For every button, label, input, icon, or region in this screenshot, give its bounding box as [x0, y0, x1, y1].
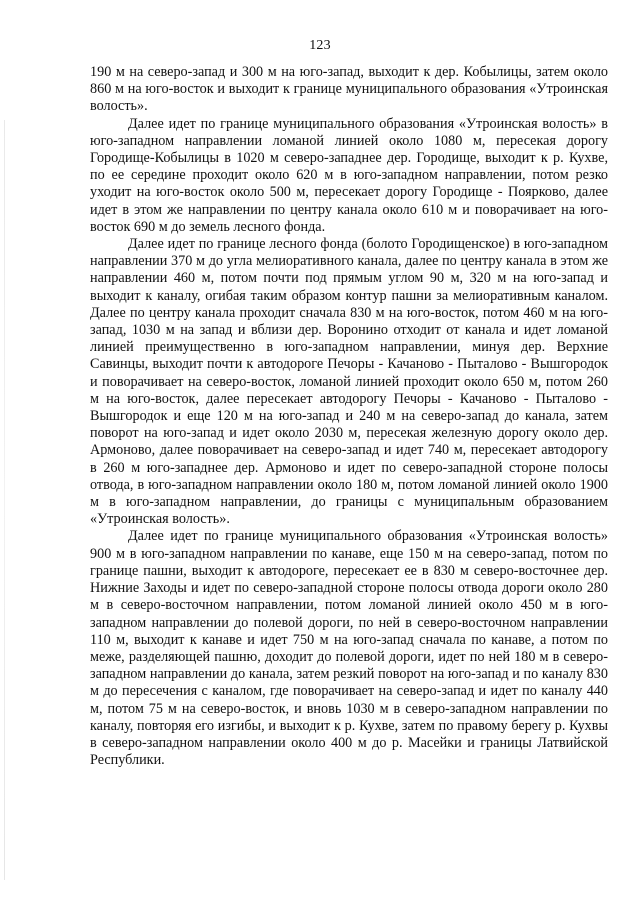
body-text [90, 64, 608, 769]
paragraph-4: Далее идет по границе муниципального образования «Утроинская волость» 900 м в юго-западном направлении по канаве, еще 150 м на северо-запад, потом по границе пашни, выходит к автодороге, пересекает ее в 830 м северо-восточнее дер. Нижние Заходы и идет по северо-западной стороне полосы отвода дороги около 280 м в северо-восточном направлении, потом ломаной линией около 450 м в юго-западном направлении до полевой дороги, по ней в северо-восточном направлении 110 м, выходит к канаве и идет 750 м на юго-запад сначала по канаве, а потом по меже, разделяющей пашню, доходит до полевой дороги, идет по ней 180 м в северо-западном направлении до канала, затем резкий поворот на юго-запад и по каналу 830 м до пересечения с каналом, где поворачивает на северо-запад и идет по каналу 440 м, потом 75 м на северо-восток, и вновь 1030 м в северо-западном направлении по каналу, повторяя его изгибы, и выходит к р. Кухве, затем по правому берегу р. Кухвы в северо-западном направлении около 400 м до р. Масейки и границы Латвийской Республики. [90, 528, 608, 769]
paragraph-2: Далее идет по границе муниципального образования «Утроинская волость» в юго-западном направлении ломаной линией около 1080 м, пересекая дорогу Городище-Кобылицы в 1020 м северо-западнее дер. Городище, выходит к р. Кухве, по ее середине проходит около 620 м в юго-западном направлении, потом резко уходит на юго-восток около 500 м, пересекает дорогу Городище - Поярково, далее идет в этом же направлении по центру канала около 610 м и поворачивает на юго-восток 690 м до земель лесного фонда. [90, 115, 608, 235]
scan-edge [4, 120, 5, 880]
page-number: 123 [309, 38, 331, 53]
paragraph-1: 190 м на северо-запад и 300 м на юго-запад, выходит к дер. Кобылицы, затем около 860 м на юго-восток и выходит к границе муниципального образования «Утроинская волость». [90, 64, 608, 115]
paragraph-3: Далее идет по границе лесного фонда (болото Городищенское) в юго-западном направлении 370 м до угла мелиоративного канала, далее по центру канала в этом же направлении 460 м, потом почти под прямым углом 90 м, 320 м на юго-запад и выходит к каналу, огибая таким образом контур пашни за мелиоративным каналом. Далее по центру канала проходит сначала 830 м на юго-восток, потом 460 м на юго-запад, 1030 м на запад и вблизи дер. Воронино отходит от канала и идет ломаной линией преимущественно в юго-западном направлении, минуя дер. Верхние Савинцы, выходит почти к автодороге Печоры - Качаново - Пыталово - Вышгородок и поворачивает на северо-восток, ломаной линией проходит около 650 м, потом 260 м на юго-восток, далее пересекает автодорогу Печоры - Качаново - Пыталово - Вышгородок и еще 120 м на юго-запад и 240 м на северо-запад до канала, затем поворот на юго-запад и идет около 2030 м, пересекая железную дорогу около дер. Армоново, далее поворачивает на северо-запад и идет 740 м, пересекает автодорогу в 260 м юго-западнее дер. Армоново и идет по северо-западной стороне полосы отвода, в юго-западном направлении около 180 м, потом ломаной линией около 1900 м в юго-западном направлении, до границы с муниципальным образованием «Утроинская волость». [90, 236, 608, 528]
